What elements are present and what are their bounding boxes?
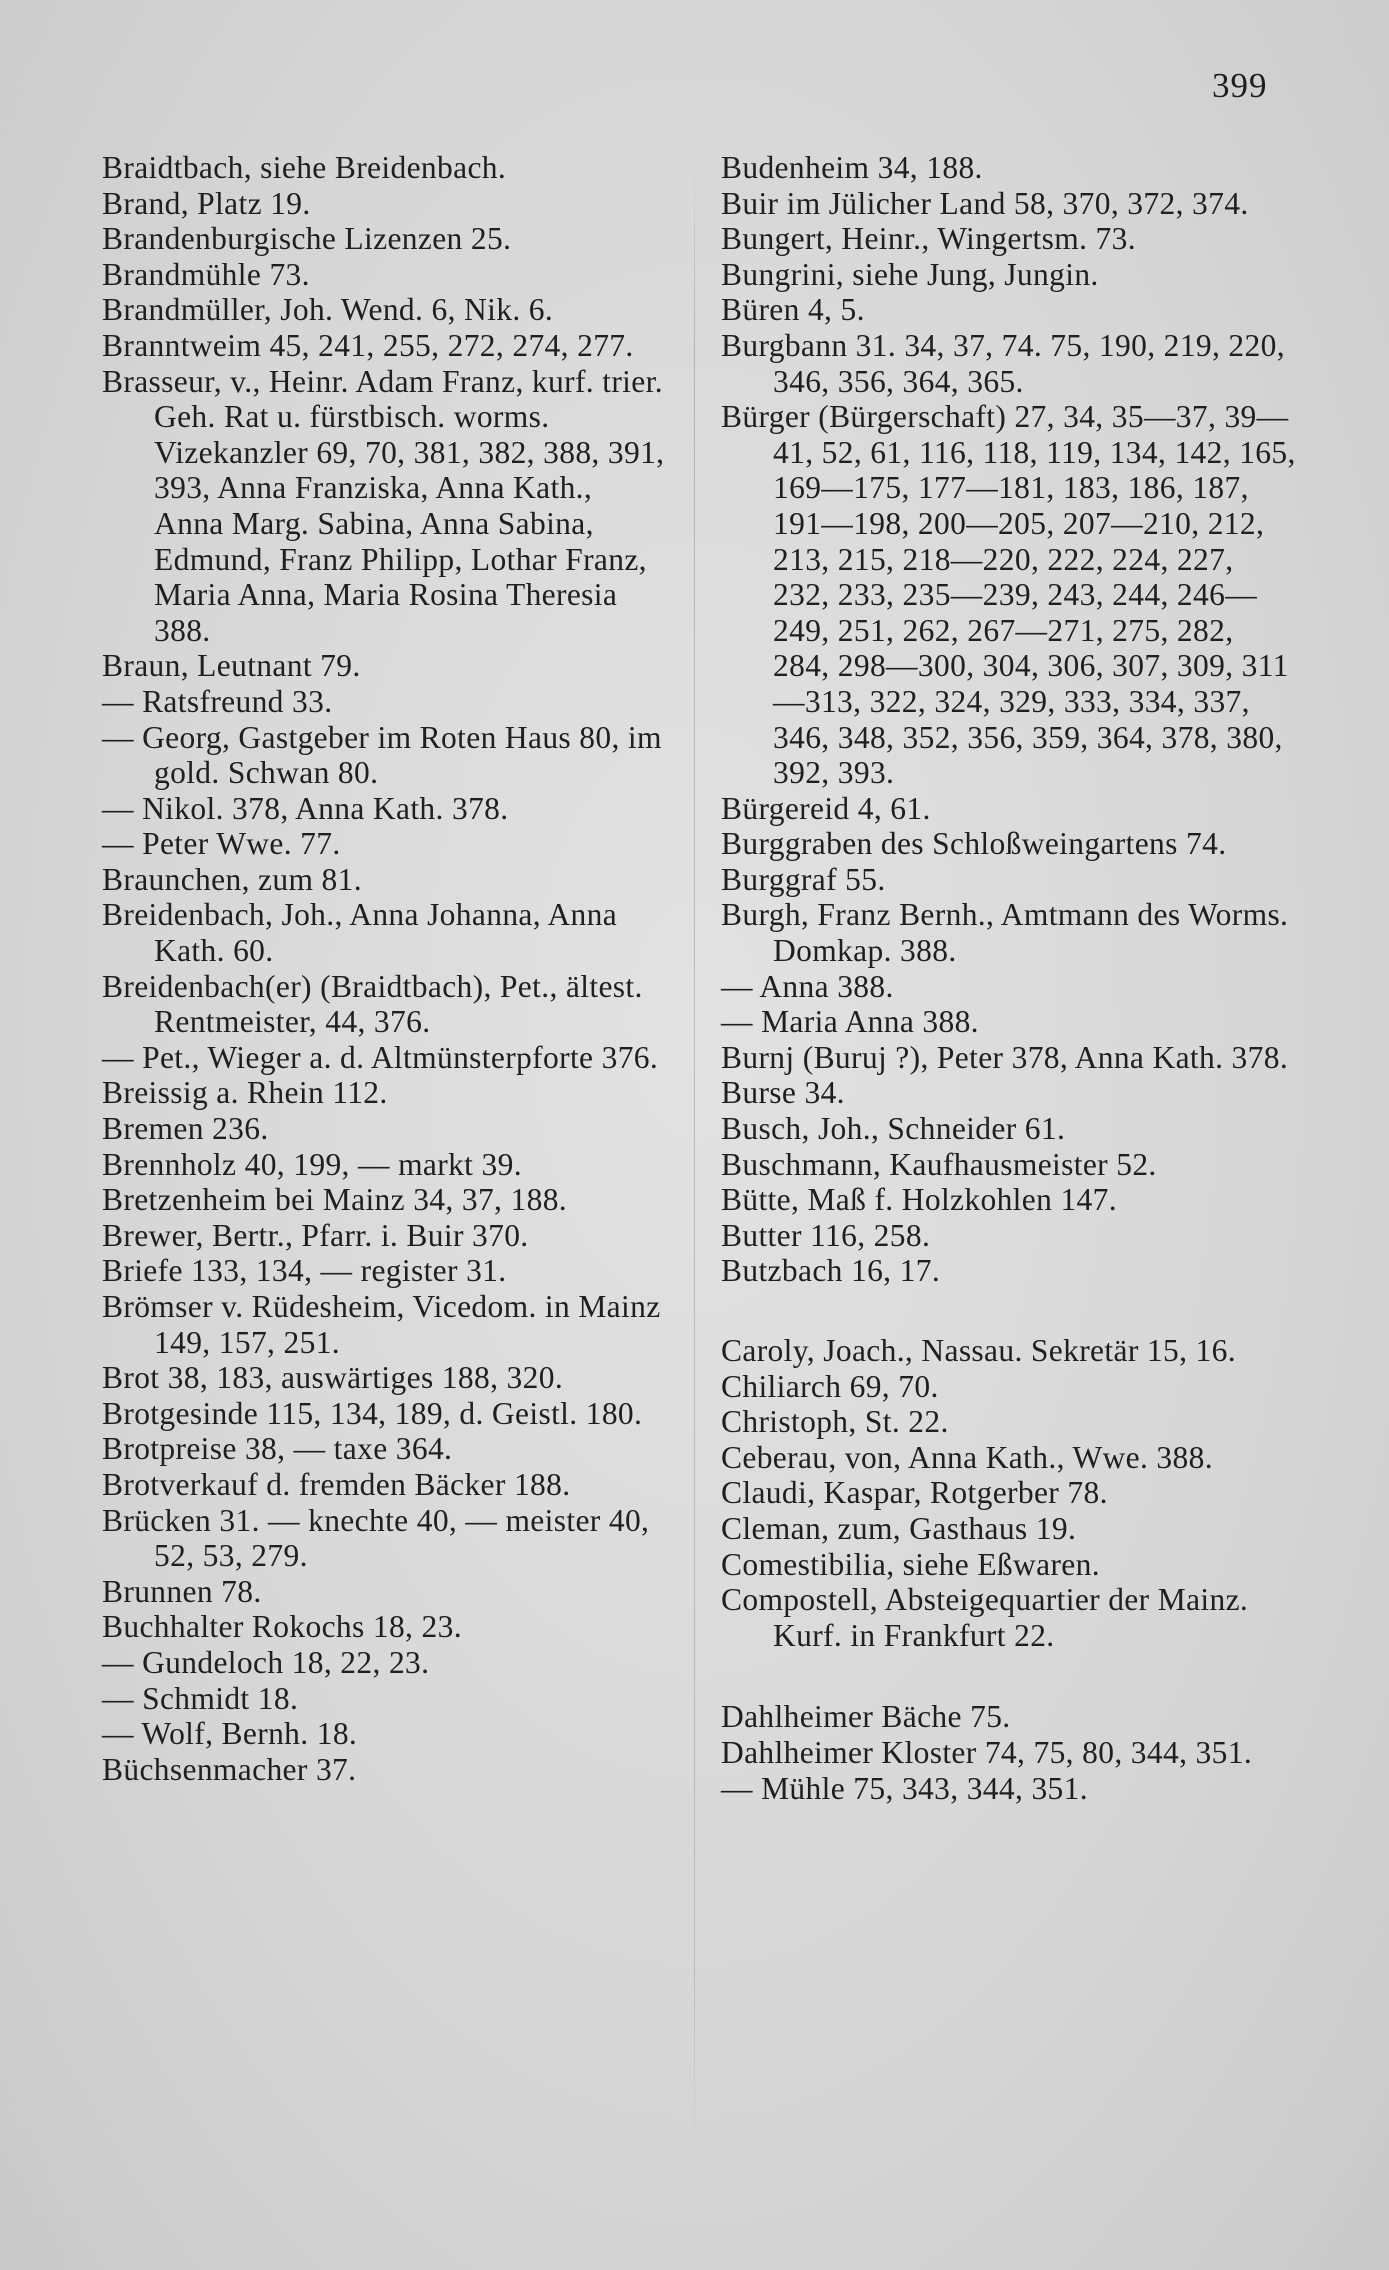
index-entry: Comestibilia, siehe Eßwaren. bbox=[721, 1546, 1100, 1582]
index-entry: — Wolf, Bernh. 18. bbox=[102, 1716, 358, 1752]
index-entry: Bungrini, siehe Jung, Jungin. bbox=[721, 256, 1099, 292]
index-entry: Buchhalter Rokochs 18, 23. bbox=[102, 1609, 462, 1645]
index-entry: — Georg, Gastgeber im Roten Haus 80, im gold. Schwan 80. bbox=[102, 719, 662, 791]
index-entry: — Gundeloch 18, 22, 23. bbox=[102, 1644, 430, 1680]
index-entry: Burnj (Buruj ?), Peter 378, Anna Kath. 378. bbox=[721, 1039, 1289, 1075]
index-entry: Brandmüller, Joh. Wend. 6, Nik. 6. bbox=[102, 292, 554, 328]
index-entry: Brot 38, 183, auswärtiges 188, 320. bbox=[102, 1360, 564, 1396]
index-entry: — Maria Anna 388. bbox=[721, 1004, 979, 1040]
index-entry: — Mühle 75, 343, 344, 351. bbox=[721, 1770, 1088, 1806]
index-entry: Buir im Jülicher Land 58, 370, 372, 374. bbox=[721, 185, 1249, 221]
index-entry: Burgh, Franz Bernh., Amtmann des Worms. Domkap. 388. bbox=[721, 897, 1289, 969]
index-entry: — Anna 388. bbox=[721, 968, 894, 1004]
letter-section-gap bbox=[721, 1653, 1296, 1699]
index-entry: Christoph, St. 22. bbox=[721, 1404, 949, 1440]
index-entry: — Peter Wwe. 77. bbox=[102, 826, 341, 862]
index-entry: Burggraf 55. bbox=[721, 861, 886, 897]
index-column-left bbox=[102, 150, 667, 1787]
index-entry: Büren 4, 5. bbox=[721, 292, 865, 328]
index-entry: Brand, Platz 19. bbox=[102, 185, 311, 221]
index-entry: Büchsenmacher 37. bbox=[102, 1751, 357, 1787]
index-entry: Cleman, zum, Gasthaus 19. bbox=[721, 1510, 1077, 1546]
index-entry: Brotpreise 38, — taxe 364. bbox=[102, 1431, 453, 1467]
index-entry: — Nikol. 378, Anna Kath. 378. bbox=[102, 790, 509, 826]
index-entry: Breidenbach, Joh., Anna Johanna, Anna Kath. 60. bbox=[102, 897, 618, 969]
index-entry: Burse 34. bbox=[721, 1075, 845, 1111]
letter-section-gap bbox=[721, 1289, 1296, 1333]
index-entry: Chiliarch 69, 70. bbox=[721, 1368, 939, 1404]
index-entry: Buschmann, Kaufhausmeister 52. bbox=[721, 1146, 1157, 1182]
index-entry: Brömser v. Rüdesheim, Vicedom. in Mainz 149, 157, 251. bbox=[102, 1289, 661, 1360]
index-entry: Braunchen, zum 81. bbox=[102, 861, 362, 897]
index-entry: Butter 116, 258. bbox=[721, 1217, 931, 1253]
page-number: 399 bbox=[1212, 66, 1268, 105]
index-entry: Dahlheimer Bäche 75. bbox=[721, 1699, 1011, 1735]
index-entry: — Pet., Wieger a. d. Altmünsterpforte 376. bbox=[102, 1039, 659, 1075]
index-entry: Bürger (Bürgerschaft) 27, 34, 35—37, 39—41, 52, 61, 116, 118, 119, 134, 142, 165, 169—175, 177—181, 183, 186, 187, 191—198, 200—205, 207—210, 212, 213, 215, 218—220, 222, 224, 227, 232, 233, 235—239, 243, 244, 246—249, 251, 262, 267—271, 275, 282, 284, 298—300, 304, 306, 307, 309, 311—313, 322, 324, 329, 333, 334, 337, 346, 348, 352, 356, 359, 364, 378, 380, 392, 393. bbox=[721, 399, 1296, 791]
index-entry: Brandmühle 73. bbox=[102, 256, 310, 292]
index-entry: Brunnen 78. bbox=[102, 1573, 262, 1609]
index-entry: Branntweim 45, 241, 255, 272, 274, 277. bbox=[102, 327, 634, 363]
index-entry: Brandenburgische Lizenzen 25. bbox=[102, 221, 512, 257]
index-entry: Bürgereid 4, 61. bbox=[721, 790, 931, 826]
index-entry: Brewer, Bertr., Pfarr. i. Buir 370. bbox=[102, 1217, 529, 1253]
index-entry: Burgbann 31. 34, 37, 74. 75, 190, 219, 220, 346, 356, 364, 365. bbox=[721, 327, 1285, 399]
index-entry: Ceberau, von, Anna Kath., Wwe. 388. bbox=[721, 1439, 1213, 1475]
index-entry: Budenheim 34, 188. bbox=[721, 150, 983, 185]
index-entry: Brennholz 40, 199, — markt 39. bbox=[102, 1146, 522, 1182]
index-entry: Bungert, Heinr., Wingertsm. 73. bbox=[721, 221, 1136, 257]
index-entry: Brücken 31. — knechte 40, — meister 40, 52, 53, 279. bbox=[102, 1502, 650, 1574]
index-entry: — Ratsfreund 33. bbox=[102, 683, 333, 719]
index-entry: Breidenbach(er) (Braidtbach), Pet., ältest. Rentmeister, 44, 376. bbox=[102, 968, 643, 1040]
index-entry: Braidtbach, siehe Breidenbach. bbox=[102, 150, 507, 185]
index-entry: Brotgesinde 115, 134, 189, d. Geistl. 180. bbox=[102, 1395, 643, 1431]
index-entry: Brotverkauf d. fremden Bäcker 188. bbox=[102, 1466, 571, 1502]
index-entry: Caroly, Joach., Nassau. Sekretär 15, 16. bbox=[721, 1333, 1236, 1368]
index-entry: Bütte, Maß f. Holzkohlen 147. bbox=[721, 1182, 1117, 1218]
index-entry: Claudi, Kaspar, Rotgerber 78. bbox=[721, 1475, 1108, 1511]
index-entry: Compostell, Absteigequartier der Mainz. Kurf. in Frankfurt 22. bbox=[721, 1582, 1249, 1653]
index-entry: — Schmidt 18. bbox=[102, 1680, 299, 1716]
index-entry: Busch, Joh., Schneider 61. bbox=[721, 1111, 1066, 1147]
index-entry: Bretzenheim bei Mainz 34, 37, 188. bbox=[102, 1182, 568, 1218]
index-entry: Brasseur, v., Heinr. Adam Franz, kurf. trier. Geh. Rat u. fürstbisch. worms. Vizekanzler 69, 70, 381, 382, 388, 391, 393, Anna Franziska, Anna Kath., Anna Marg. Sabina, Anna Sabina, Edmund, Franz Philipp, Lothar Franz, Maria Anna, Maria Rosina Theresia 388. bbox=[102, 363, 665, 648]
index-entry: Breissig a. Rhein 112. bbox=[102, 1075, 388, 1111]
index-column-right bbox=[721, 150, 1296, 1806]
index-entry: Burggraben des Schloßweingartens 74. bbox=[721, 826, 1227, 862]
index-entry: Butzbach 16, 17. bbox=[721, 1253, 941, 1289]
index-entry: Braun, Leutnant 79. bbox=[102, 648, 361, 684]
index-entry: Briefe 133, 134, — register 31. bbox=[102, 1253, 507, 1289]
index-entry: Bremen 236. bbox=[102, 1111, 269, 1147]
index-entry: Dahlheimer Kloster 74, 75, 80, 344, 351. bbox=[721, 1734, 1253, 1770]
column-divider bbox=[694, 150, 695, 2160]
